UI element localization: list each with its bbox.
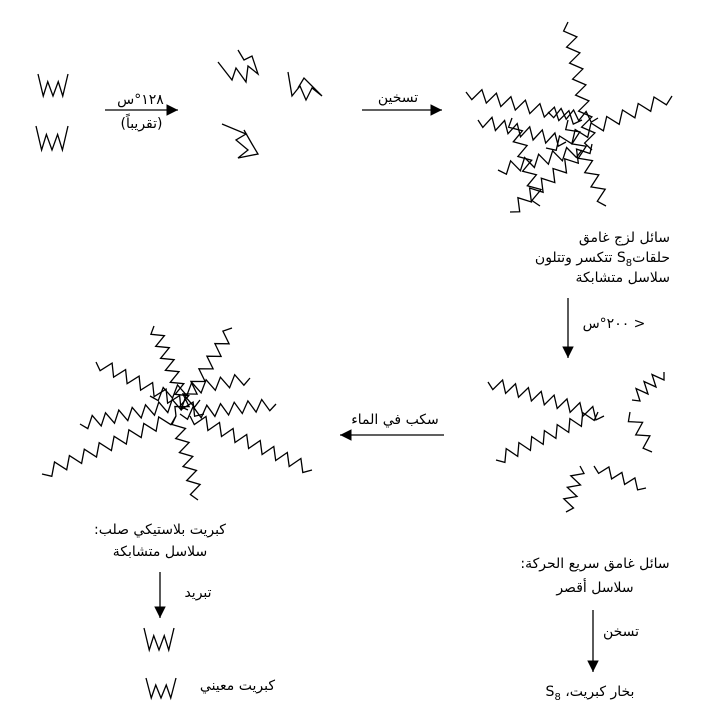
broken-ring-2 (288, 72, 322, 100)
approx-label: (تقريباً) (120, 116, 163, 132)
polymer-chain (150, 375, 250, 401)
polymer-chain (96, 362, 204, 416)
short-chain (632, 372, 664, 401)
short-chain (488, 380, 604, 420)
vapor-pre: بخار كبريت، (560, 684, 635, 700)
temp-200-label: < ٢٠٠°س (582, 316, 646, 332)
vapor-sub: 8 (554, 691, 561, 703)
polymer-chain (172, 416, 200, 500)
rhombic-sulfur-label: كبريت معيني (199, 678, 275, 694)
polymer-chain (564, 22, 595, 150)
short-chain (628, 412, 652, 452)
short-chain (564, 466, 584, 512)
mobile-liquid-line2: سلاسل أقصر (556, 580, 634, 596)
ring-formula (616, 250, 633, 269)
temp-128-label: ١٢٨°س (117, 92, 164, 108)
vapor-s: S (545, 684, 555, 700)
mobile-liquid-line1: سائل غامق سريع الحركة: (520, 556, 670, 572)
heat-label-2: تسخن (602, 624, 640, 640)
short-chain (496, 412, 598, 462)
polymer-chain (151, 326, 189, 410)
polymer-chain (42, 416, 176, 476)
rhombic-sulfur-ring (146, 678, 176, 698)
cool-label: تبريد (184, 585, 212, 601)
plastic-sulfur-line2: سلاسل متشابكة (112, 544, 208, 560)
s8-ring-cooled (144, 628, 174, 650)
vapor-formula (545, 684, 561, 703)
ring-sub: 8 (625, 257, 633, 269)
polymer-chain (466, 90, 582, 124)
sulfur-vapor-label (520, 682, 660, 708)
short-chain (594, 466, 646, 490)
plastic-sulfur-line1: كبريت بلاستيكي صلب: (94, 522, 226, 538)
s8-ring-1 (38, 74, 68, 96)
polymer-chain (190, 416, 312, 473)
s8-ring-2 (36, 126, 68, 150)
viscous-line2-post: تتكسر وتتلون (534, 250, 617, 266)
viscous-line2-pre: حلقات (632, 250, 670, 266)
ring-s: S (616, 250, 626, 266)
short-chains-mobile (488, 372, 664, 512)
pour-water-label: سكب في الماء (351, 412, 439, 428)
tangled-chains-plastic (42, 326, 312, 500)
tangled-chains-viscous (466, 22, 672, 212)
heat-label-1: تسخين (377, 90, 419, 106)
polymer-chain (566, 120, 606, 206)
polymer-chain (80, 397, 200, 429)
broken-ring-1 (218, 50, 258, 82)
broken-ring-3 (222, 124, 258, 158)
viscous-liquid-line1: سائل لزج غامق (578, 230, 670, 246)
viscous-liquid-line3: سلاسل متشابكة (575, 270, 670, 286)
